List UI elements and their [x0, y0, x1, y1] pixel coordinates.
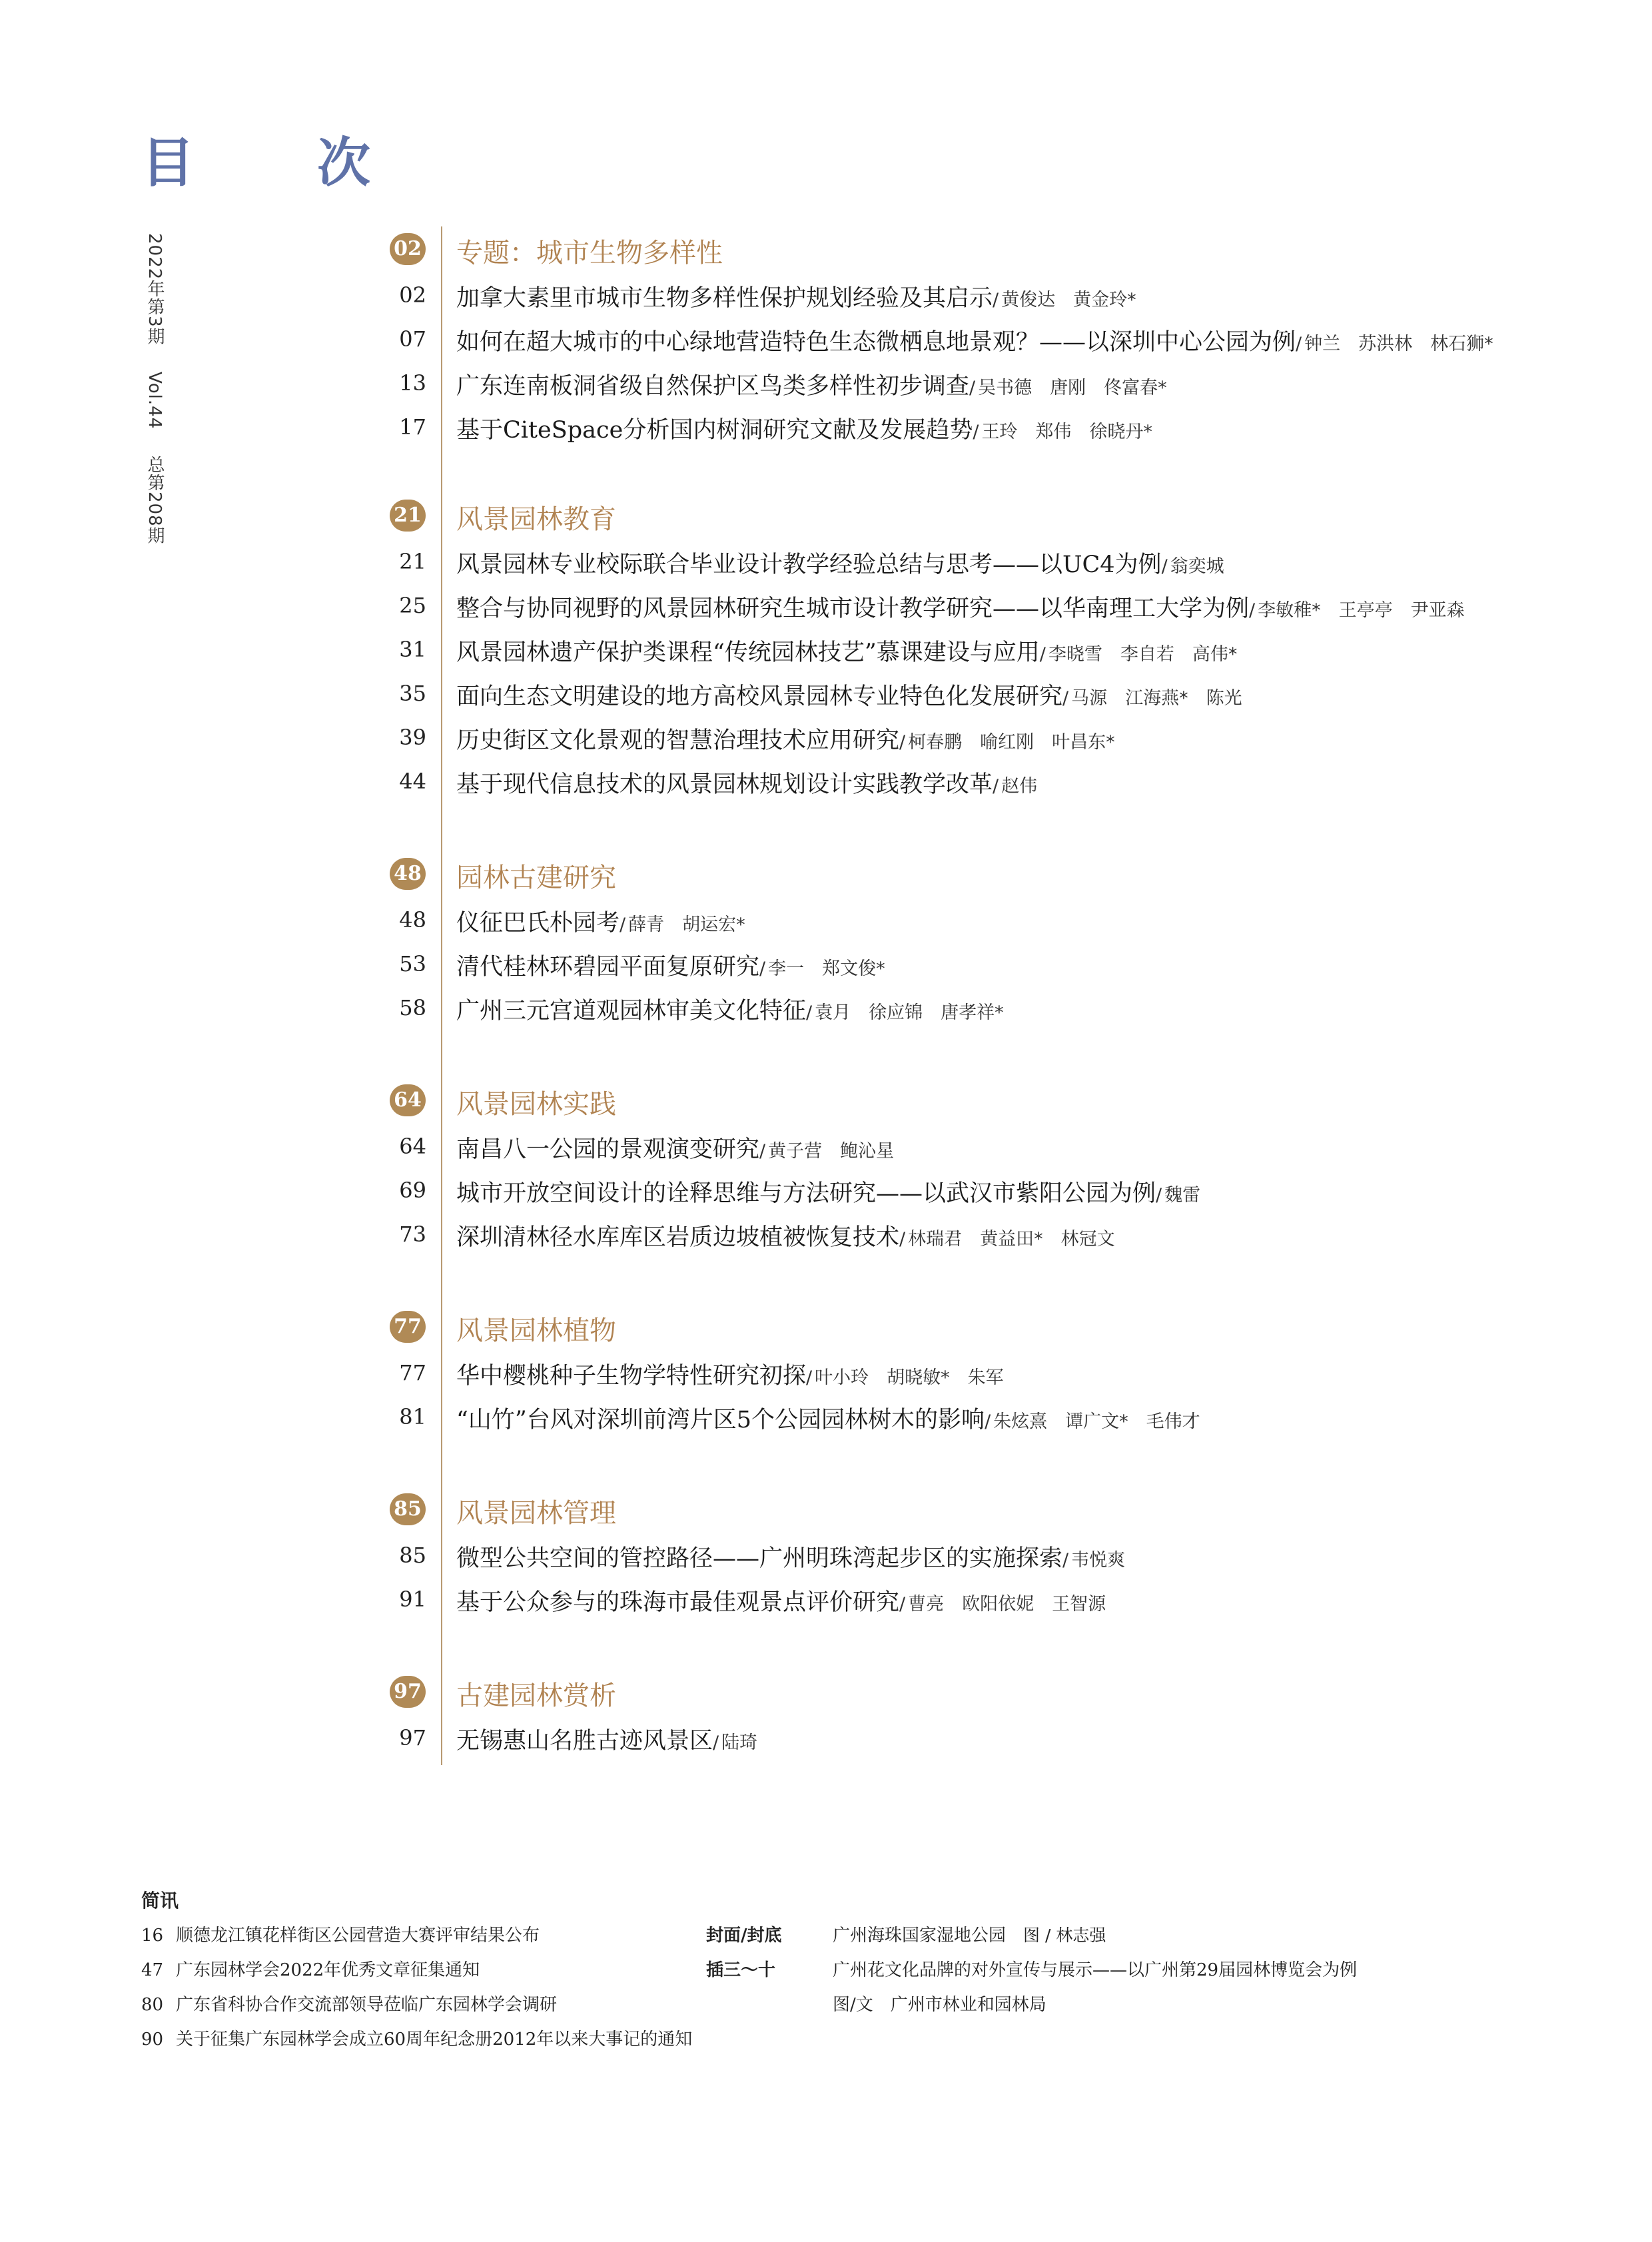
- toc-section: [373, 1669, 1639, 1761]
- section-page-badge: 85: [390, 1493, 426, 1525]
- section-title: 古建园林赏析: [456, 1681, 616, 1711]
- section-title: 园林古建研究: [456, 863, 616, 893]
- cover-title: 广州海珠国家湿地公园: [833, 1926, 1007, 1946]
- entry-page: 58: [399, 995, 426, 1020]
- entry-page: 91: [399, 1587, 426, 1612]
- entry-authors: / 钟兰 苏洪林 林石狮*: [1296, 334, 1493, 354]
- page-title: 目 次: [141, 131, 405, 194]
- entry-authors: / 李一 郑文俊*: [759, 958, 885, 979]
- toc-entry[interactable]: [373, 362, 1639, 406]
- cover-label: 封面/封底: [706, 1926, 782, 1946]
- entry-title: 风景园林遗产保护类课程“传统园林技艺”慕课建设与应用: [456, 639, 1040, 666]
- section-page-badge: 97: [390, 1676, 426, 1708]
- insert-label: 插三～十: [706, 1960, 776, 1980]
- entry-page: 39: [399, 725, 426, 750]
- toc-entry[interactable]: [373, 761, 1639, 805]
- entry-authors: / 翁奕城: [1162, 556, 1224, 577]
- entry-title: 华中樱桃种子生物学特性研究初探: [456, 1363, 807, 1389]
- entry-title: 整合与协同视野的风景园林研究生城市设计教学研究——以华南理工大学为例: [456, 595, 1250, 622]
- toc-entry[interactable]: [373, 1535, 1639, 1579]
- entry-page: 69: [399, 1178, 426, 1203]
- entry-authors: / 魏雷: [1156, 1185, 1200, 1206]
- news-page: 90: [141, 2030, 164, 2050]
- section-title: 专题：城市生物多样性: [456, 238, 723, 268]
- entry-page: 02: [399, 282, 426, 308]
- entry-title: 基于公众参与的珠海市最佳观景点评价研究: [456, 1589, 900, 1616]
- entry-title: 无锡惠山名胜古迹风景区: [456, 1728, 713, 1754]
- entry-title: 历史街区文化景观的智慧治理技术应用研究: [456, 727, 900, 754]
- toc-entry[interactable]: [373, 1214, 1639, 1258]
- toc-entry[interactable]: [373, 318, 1639, 362]
- entry-page: 77: [399, 1360, 426, 1385]
- entry-page: 64: [399, 1134, 426, 1159]
- news-item[interactable]: [141, 2022, 714, 2057]
- entry-authors: / 王玲 郑伟 徐晓丹*: [973, 422, 1152, 442]
- entry-authors: / 马源 江海燕* 陈光: [1062, 688, 1242, 709]
- toc-entry[interactable]: [373, 673, 1639, 717]
- entry-authors: / 陆琦: [713, 1732, 757, 1753]
- entry-title: 面向生态文明建设的地方高校风景园林专业特色化发展研究: [456, 683, 1063, 710]
- section-title: 风景园林管理: [456, 1498, 616, 1529]
- toc-section: [373, 226, 1639, 450]
- insert-credit: 图/文 广州市林业和园林局: [833, 1995, 1046, 2015]
- entry-page: 31: [399, 637, 426, 662]
- entry-page: 97: [399, 1725, 426, 1750]
- entry-authors: / 林瑞君 黄益田* 林冠文: [899, 1229, 1115, 1250]
- entry-page: 81: [399, 1404, 426, 1429]
- entry-page: 85: [399, 1543, 426, 1568]
- entry-authors: / 袁月 徐应锦 唐孝祥*: [806, 1002, 1004, 1023]
- toc-entry[interactable]: [373, 943, 1639, 987]
- toc-section: [373, 1078, 1639, 1258]
- section-title: 风景园林教育: [456, 504, 616, 535]
- entry-page: 17: [399, 414, 426, 440]
- entry-authors: / 薛青 胡运宏*: [620, 915, 745, 935]
- section-page-badge: 77: [390, 1311, 426, 1343]
- section-page-badge: 64: [390, 1084, 426, 1116]
- insert-credit-row: [706, 1953, 1639, 1988]
- news-title: 顺德龙江镇花样街区公园营造大赛评审结果公布: [176, 1926, 540, 1946]
- entry-title: 基于现代信息技术的风景园林规划设计实践教学改革: [456, 771, 993, 798]
- cover-photographer: 图 / 林志强: [1023, 1926, 1106, 1945]
- toc-entry[interactable]: [373, 987, 1639, 1031]
- insert-title: 广州花文化品牌的对外宣传与展示——以广州第29届园林博览会为例: [833, 1960, 1358, 1980]
- entry-title: 风景园林专业校际联合毕业设计教学经验总结与思考——以UC4为例: [456, 552, 1162, 578]
- entry-page: 35: [399, 681, 426, 706]
- toc-entry[interactable]: [373, 585, 1639, 629]
- news-title: 广东省科协合作交流部领导莅临广东园林学会调研: [176, 1995, 558, 2015]
- entry-title: “山竹”台风对深圳前湾片区5个公园园林树木的影响: [456, 1407, 985, 1433]
- entry-authors: / 柯春鹏 喻红刚 叶昌东*: [899, 732, 1115, 753]
- issue-number: 2022年第3期: [145, 233, 165, 346]
- news-item[interactable]: [141, 1988, 714, 2022]
- toc-entry[interactable]: [373, 406, 1639, 450]
- toc-entry[interactable]: [373, 274, 1639, 318]
- section-header[interactable]: [373, 1078, 1639, 1126]
- section-header[interactable]: [373, 493, 1639, 541]
- entry-page: 07: [399, 326, 426, 352]
- entry-authors: / 李敏稚* 王亭亭 尹亚森: [1249, 600, 1465, 621]
- table-of-contents: [373, 226, 1639, 1761]
- entry-authors: / 吴书德 唐刚 佟富春*: [969, 378, 1167, 398]
- news-list: [141, 1918, 714, 2057]
- section-header[interactable]: [373, 226, 1639, 274]
- entry-authors: / 韦悦爽: [1062, 1550, 1125, 1571]
- entry-title: 深圳清林径水库库区岩质边坡植被恢复技术: [456, 1224, 900, 1251]
- entry-authors: / 朱炫熹 谭广文* 毛伟才: [985, 1411, 1200, 1432]
- entry-title: 城市开放空间设计的诠释思维与方法研究——以武汉市紫阳公园为例: [456, 1180, 1156, 1207]
- toc-section: [373, 851, 1639, 1031]
- total-issue-number: 总第208期: [145, 455, 165, 545]
- section-header[interactable]: [373, 1304, 1639, 1352]
- entry-page: 21: [399, 549, 426, 574]
- section-page-badge: 21: [390, 500, 426, 532]
- entry-title: 清代桂林环碧园平面复原研究: [456, 954, 760, 980]
- entry-page: 13: [399, 370, 426, 396]
- entry-authors: / 叶小玲 胡晓敏* 朱军: [806, 1367, 1004, 1388]
- toc-entry[interactable]: [373, 1717, 1639, 1761]
- section-header[interactable]: [373, 851, 1639, 899]
- toc-entry[interactable]: [373, 541, 1639, 585]
- news-item[interactable]: [141, 1918, 714, 1953]
- news-page: 16: [141, 1926, 164, 1946]
- section-title: 风景园林实践: [456, 1089, 616, 1120]
- entry-page: 53: [399, 951, 426, 976]
- entry-authors: / 曹亮 欧阳依妮 王智源: [899, 1594, 1106, 1615]
- toc-section: [373, 1304, 1639, 1440]
- news-title: 广东园林学会2022年优秀文章征集通知: [176, 1960, 480, 1980]
- toc-entry[interactable]: [373, 899, 1639, 943]
- section-page-badge: 48: [390, 858, 426, 890]
- entry-title: 如何在超大城市的中心绿地营造特色生态微栖息地景观？——以深圳中心公园为例: [456, 329, 1296, 356]
- entry-authors: / 黄俊达 黄金玲*: [993, 290, 1136, 310]
- entry-title: 加拿大素里市城市生物多样性保护规划经验及其启示: [456, 285, 993, 312]
- entry-authors: / 黄子营 鲍沁星: [759, 1141, 894, 1162]
- cover-credit-row: [706, 1918, 1639, 1953]
- entry-title: 基于CiteSpace分析国内树洞研究文献及发展趋势: [456, 417, 973, 444]
- toc-entry[interactable]: [373, 629, 1639, 673]
- toc-entry[interactable]: [373, 1352, 1639, 1396]
- volume-number: Vol.44: [145, 371, 165, 430]
- entry-title: 微型公共空间的管控路径——广州明珠湾起步区的实施探索: [456, 1545, 1063, 1572]
- section-header[interactable]: [373, 1487, 1639, 1535]
- entry-page: 48: [399, 907, 426, 933]
- issue-info: [143, 233, 167, 564]
- section-header[interactable]: [373, 1669, 1639, 1717]
- news-page: 80: [141, 1995, 164, 2015]
- insert-credit-source-row: [706, 1988, 1639, 2022]
- entry-title: 南昌八一公园的景观演变研究: [456, 1136, 760, 1163]
- image-credits: [706, 1918, 1639, 2022]
- entry-title: 广东连南板洞省级自然保护区鸟类多样性初步调查: [456, 373, 970, 400]
- toc-entry[interactable]: [373, 1579, 1639, 1623]
- entry-authors: / 李晓雪 李自若 高伟*: [1040, 644, 1238, 665]
- toc-entry[interactable]: [373, 717, 1639, 761]
- toc-entry[interactable]: [373, 1126, 1639, 1170]
- entry-authors: / 赵伟: [993, 776, 1037, 797]
- toc-section: [373, 1487, 1639, 1623]
- news-heading: 简讯: [141, 1890, 179, 1912]
- section-title: 风景园林植物: [456, 1315, 616, 1346]
- entry-page: 44: [399, 769, 426, 794]
- news-title: 关于征集广东园林学会成立60周年纪念册2012年以来大事记的通知: [176, 2030, 693, 2050]
- entry-page: 25: [399, 593, 426, 618]
- entry-title: 仪征巴氏朴园考: [456, 910, 620, 936]
- news-page: 47: [141, 1960, 164, 1980]
- entry-page: 73: [399, 1222, 426, 1247]
- section-page-badge: 02: [390, 233, 426, 265]
- toc-section: [373, 493, 1639, 805]
- news-item[interactable]: [141, 1953, 714, 1988]
- toc-entry[interactable]: [373, 1170, 1639, 1214]
- entry-title: 广州三元宫道观园林审美文化特征: [456, 998, 807, 1024]
- toc-entry[interactable]: [373, 1396, 1639, 1440]
